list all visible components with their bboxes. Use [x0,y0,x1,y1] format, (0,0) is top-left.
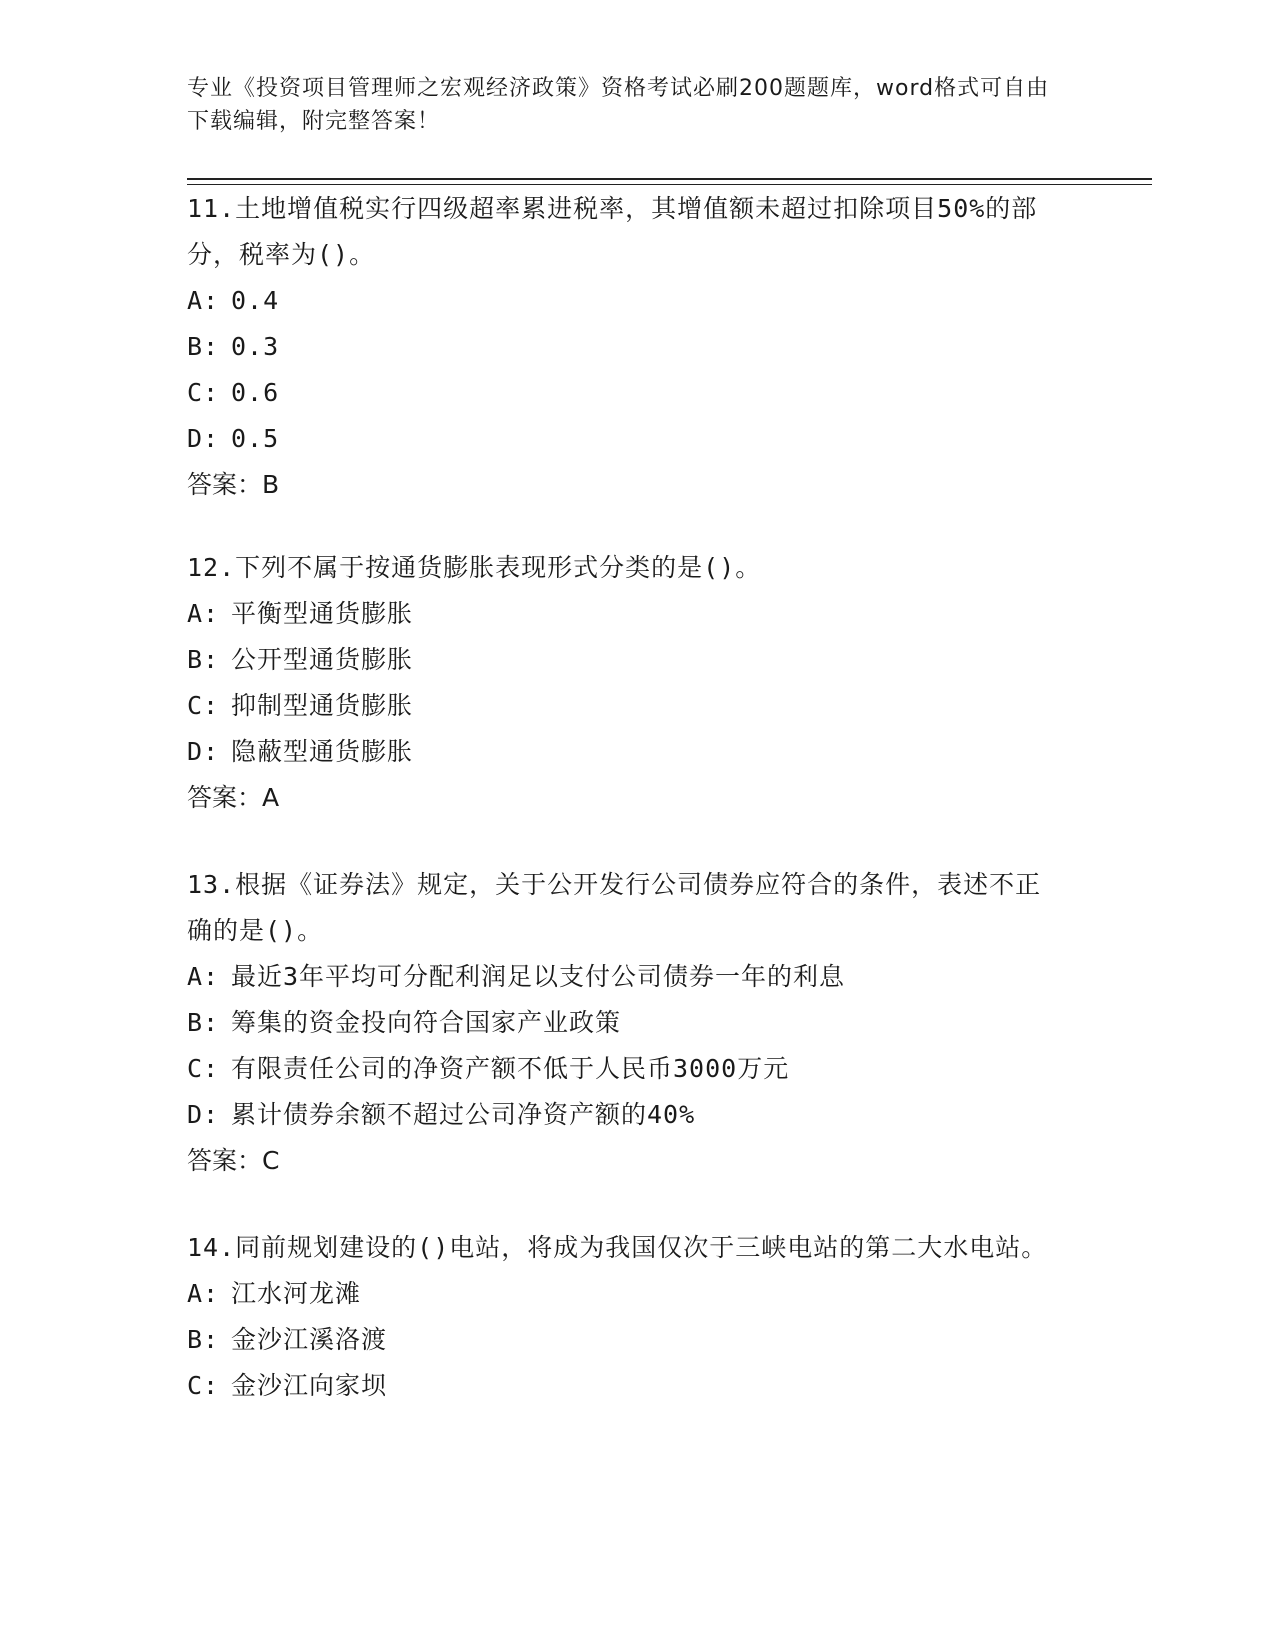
option-a [187,591,1067,637]
option-text: 金沙江向家坝 [231,1371,388,1400]
option-c [187,1046,1067,1092]
question-13 [187,862,1067,1184]
option-key: D: [187,424,220,453]
option-b [187,324,1067,370]
option-text: 累计债券余额不超过公司净资产额的40% [231,1100,696,1129]
option-text: 0.4 [231,286,280,315]
option-b [187,637,1067,683]
option-d [187,1092,1067,1138]
option-text: 0.3 [231,332,280,361]
option-d [187,729,1067,775]
option-a [187,278,1067,324]
option-text: 隐蔽型通货膨胀 [231,737,414,766]
question-stem: 13.根据《证券法》规定，关于公开发行公司债券应符合的条件，表述不正确的是()。 [187,870,1042,945]
option-key: A: [187,599,220,628]
option-text: 0.6 [231,378,280,407]
option-text: 最近3年平均可分配利润足以支付公司债券一年的利息 [231,962,846,991]
option-key: A: [187,286,220,315]
option-key: C: [187,691,220,720]
option-key: B: [187,1008,220,1037]
option-text: 金沙江溪洛渡 [231,1325,388,1354]
option-key: D: [187,737,220,766]
question-stem: 12.下列不属于按通货膨胀表现形式分类的是()。 [187,553,762,582]
option-key: C: [187,1054,220,1083]
option-key: B: [187,1325,220,1354]
option-text: 有限责任公司的净资产额不低于人民币3000万元 [231,1054,790,1083]
question-stem: 14.同前规划建设的()电站，将成为我国仅次于三峡电站的第二大水电站。 [187,1233,1048,1262]
option-key: A: [187,1279,220,1308]
option-c [187,683,1067,729]
answer-line: 答案：A [187,783,280,812]
option-a [187,954,1067,1000]
option-text: 0.5 [231,424,280,453]
answer-line: 答案：B [187,470,280,499]
option-key: A: [187,962,220,991]
question-stem: 11.土地增值税实行四级超率累进税率，其增值额未超过扣除项目50%的部分，税率为()。 [187,194,1038,269]
question-14 [187,1225,1067,1409]
header-divider-thin [187,184,1152,185]
option-key: C: [187,1371,220,1400]
answer-line: 答案：C [187,1146,280,1175]
option-a [187,1271,1067,1317]
header-divider-thick [187,178,1152,180]
option-c [187,370,1067,416]
option-b [187,1317,1067,1363]
option-text: 平衡型通货膨胀 [231,599,414,628]
option-d [187,416,1067,462]
option-text: 抑制型通货膨胀 [231,691,414,720]
option-text: 筹集的资金投向符合国家产业政策 [231,1008,622,1037]
document-header: 专业《投资项目管理师之宏观经济政策》资格考试必刷200题题库，word格式可自由下载编辑，附完整答案！ [187,76,1050,134]
question-12 [187,545,1067,821]
option-b [187,1000,1067,1046]
question-11 [187,186,1067,508]
option-key: C: [187,378,220,407]
option-c [187,1363,1067,1409]
option-text: 江水河龙滩 [231,1279,362,1308]
option-key: B: [187,645,220,674]
option-key: B: [187,332,220,361]
option-key: D: [187,1100,220,1129]
option-text: 公开型通货膨胀 [231,645,414,674]
